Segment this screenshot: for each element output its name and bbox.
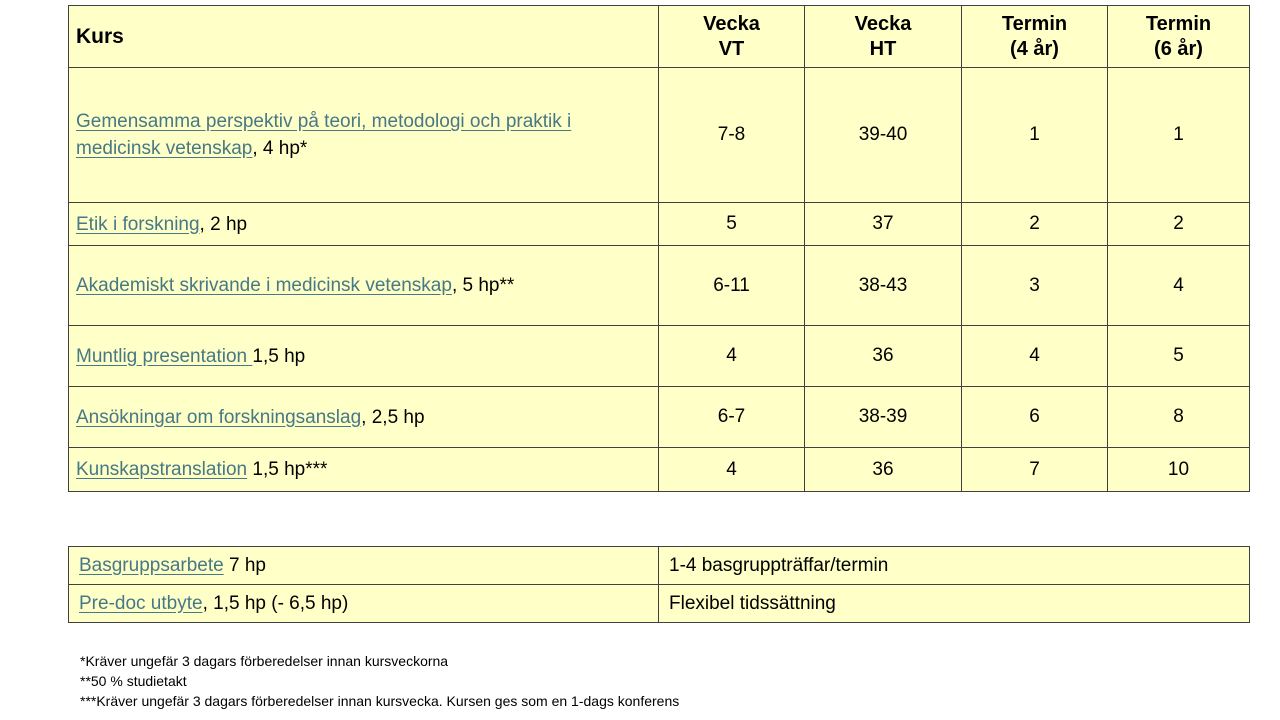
vecka-ht-cell: 38-43 xyxy=(805,246,962,326)
termin-4-cell: 6 xyxy=(962,387,1108,448)
termin-6-cell: 1 xyxy=(1108,68,1250,203)
table-row xyxy=(69,203,1250,246)
termin-4-cell: 2 xyxy=(962,203,1108,246)
course-link[interactable]: Gemensamma perspektiv på teori, metodologi och praktik i medicinsk vetenskap xyxy=(76,111,572,159)
table-row xyxy=(69,585,1250,623)
table-row xyxy=(69,326,1250,387)
termin-6-cell: 10 xyxy=(1108,448,1250,492)
header-termin-6: Termin (6 år) xyxy=(1108,6,1250,68)
footnote: **50 % studietakt xyxy=(80,673,187,689)
course-link[interactable]: Etik i forskning xyxy=(76,213,200,235)
footnotes xyxy=(80,651,679,711)
termin-4-cell: 7 xyxy=(962,448,1108,492)
vecka-ht-cell: 39-40 xyxy=(805,68,962,203)
vecka-ht-cell: 37 xyxy=(805,203,962,246)
course-cell: Gemensamma perspektiv på teori, metodologi och praktik i medicinsk vetenskap, 4 hp* xyxy=(69,68,659,203)
vecka-vt-cell: 6-7 xyxy=(659,387,805,448)
course-link[interactable]: Ansökningar om forskningsanslag xyxy=(76,406,362,428)
vecka-vt-cell: 6-11 xyxy=(659,246,805,326)
header-termin-4: Termin (4 år) xyxy=(962,6,1108,68)
footnote: *Kräver ungefär 3 dagars förberedelser innan kursveckorna xyxy=(80,653,449,669)
termin-6-cell: 2 xyxy=(1108,203,1250,246)
termin-6-cell: 8 xyxy=(1108,387,1250,448)
activity-link[interactable]: Pre-doc utbyte xyxy=(79,592,203,614)
vecka-ht-cell: 38-39 xyxy=(805,387,962,448)
activity-cell: Basgruppsarbete 7 hp xyxy=(69,547,659,585)
vecka-vt-cell: 4 xyxy=(659,326,805,387)
header-vecka-ht: Vecka HT xyxy=(805,6,962,68)
table-row xyxy=(69,68,1250,203)
vecka-ht-cell: 36 xyxy=(805,448,962,492)
course-cell: Ansökningar om forskningsanslag, 2,5 hp xyxy=(69,387,659,448)
termin-4-cell: 4 xyxy=(962,326,1108,387)
header-kurs: Kurs xyxy=(69,6,659,68)
termin-4-cell: 3 xyxy=(962,246,1108,326)
course-link[interactable]: Akademiskt skrivande i medicinsk vetenskap xyxy=(76,275,452,296)
activity-info-cell: 1-4 basgruppträffar/termin xyxy=(659,547,1250,585)
vecka-ht-cell: 36 xyxy=(805,326,962,387)
course-cell: Etik i forskning, 2 hp xyxy=(69,203,659,246)
table-row xyxy=(69,547,1250,585)
course-link[interactable]: Kunskapstranslation xyxy=(76,459,248,480)
table-row xyxy=(69,448,1250,492)
extra-activities-table xyxy=(68,546,1250,623)
vecka-vt-cell: 5 xyxy=(659,203,805,246)
header-vecka-vt: Vecka VT xyxy=(659,6,805,68)
footnote: ***Kräver ungefär 3 dagars förberedelser innan kursvecka. Kursen ges som en 1-dags konferens xyxy=(80,693,680,709)
table-row xyxy=(69,387,1250,448)
activity-info-cell: Flexibel tidssättning xyxy=(659,585,1250,623)
course-cell: Akademiskt skrivande i medicinsk vetenskap, 5 hp** xyxy=(69,246,659,326)
table-row xyxy=(69,246,1250,326)
table-header-row xyxy=(69,6,1250,68)
activity-cell: Pre-doc utbyte, 1,5 hp (- 6,5 hp) xyxy=(69,585,659,623)
course-schedule-table xyxy=(68,5,1250,492)
course-cell: Muntlig presentation 1,5 hp xyxy=(69,326,659,387)
vecka-vt-cell: 4 xyxy=(659,448,805,492)
termin-4-cell: 1 xyxy=(962,68,1108,203)
termin-6-cell: 4 xyxy=(1108,246,1250,326)
course-link[interactable]: Muntlig presentation xyxy=(76,345,253,367)
termin-6-cell: 5 xyxy=(1108,326,1250,387)
activity-link[interactable]: Basgruppsarbete xyxy=(79,554,224,576)
vecka-vt-cell: 7-8 xyxy=(659,68,805,203)
course-cell: Kunskapstranslation 1,5 hp*** xyxy=(69,448,659,492)
